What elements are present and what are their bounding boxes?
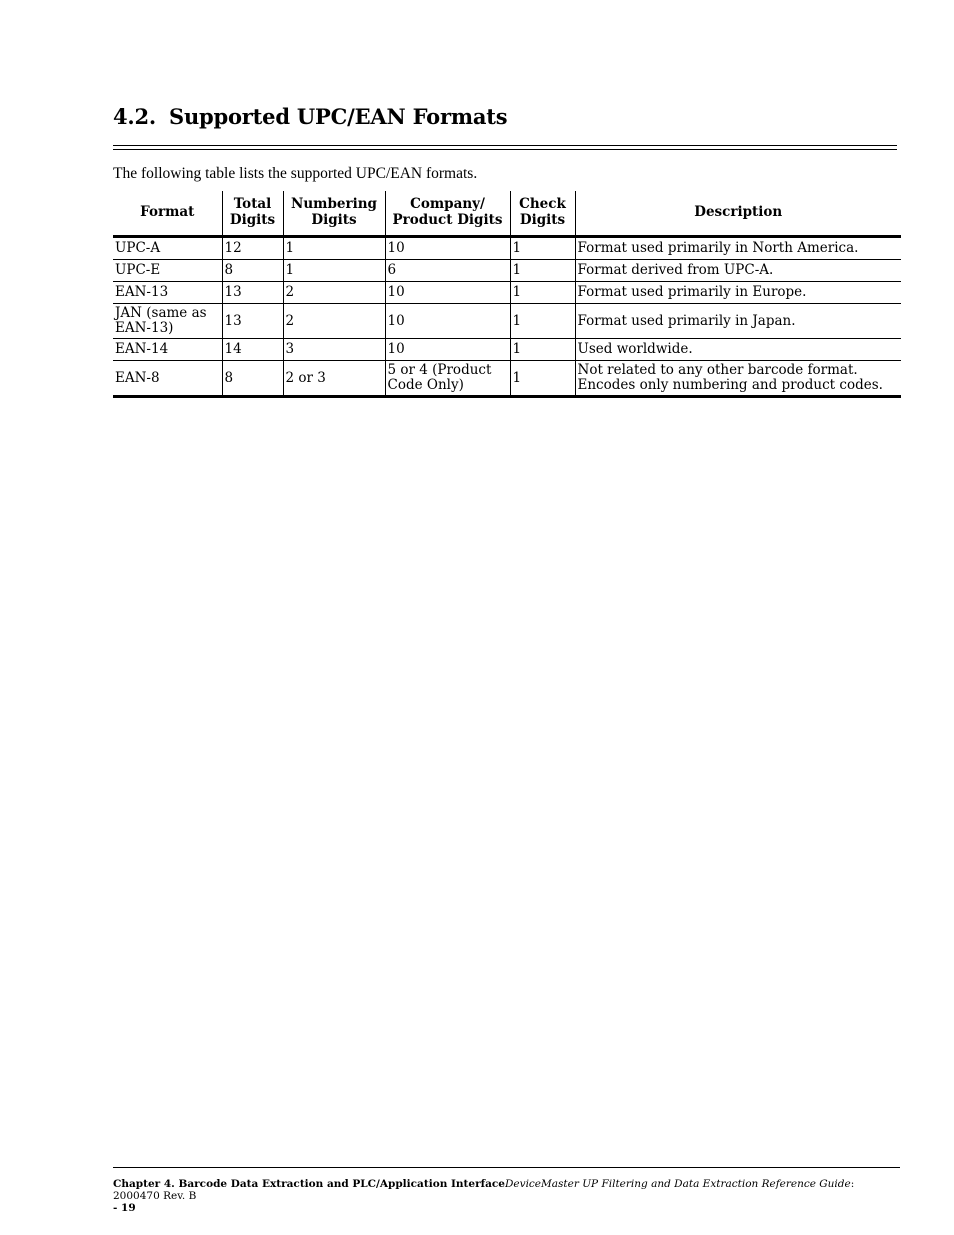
table-header-row: [113, 191, 901, 237]
header-description: Description: [575, 191, 901, 237]
cell-total-digits: 13: [222, 304, 283, 339]
header-company-product-digits: Company/ Product Digits: [385, 191, 510, 237]
cell-check-digits: 1: [510, 260, 575, 282]
section-title: Supported UPC/EAN Formats: [169, 104, 508, 129]
cell-check-digits: 1: [510, 282, 575, 304]
footer-rule: [113, 1167, 900, 1168]
cell-total-digits: 8: [222, 260, 283, 282]
footer-page-number: - 19: [113, 1202, 136, 1214]
cell-format: JAN (same as EAN-13): [113, 304, 222, 339]
cell-description: Format derived from UPC-A.: [575, 260, 901, 282]
section-number: 4.2.: [113, 104, 157, 129]
header-numbering-digits: Numbering Digits: [283, 191, 385, 237]
table-row: [113, 361, 901, 397]
table-row: [113, 237, 901, 260]
cell-numbering-digits: 2: [283, 282, 385, 304]
footer-revision: : 2000470 Rev. B: [113, 1178, 855, 1202]
heading-rule: [113, 145, 897, 146]
header-format: Format: [113, 191, 222, 237]
table-row: [113, 282, 901, 304]
cell-total-digits: 12: [222, 237, 283, 260]
cell-numbering-digits: 1: [283, 237, 385, 260]
cell-format: EAN-13: [113, 282, 222, 304]
cell-format: EAN-14: [113, 339, 222, 361]
cell-description: Not related to any other barcode format. Encodes only numbering and product codes.: [575, 361, 901, 397]
cell-total-digits: 8: [222, 361, 283, 397]
cell-company-product-digits: 6: [385, 260, 510, 282]
cell-format: UPC-E: [113, 260, 222, 282]
cell-description: Used worldwide.: [575, 339, 901, 361]
cell-description: Format used primarily in Japan.: [575, 304, 901, 339]
cell-company-product-digits: 10: [385, 339, 510, 361]
cell-description: Format used primarily in Europe.: [575, 282, 901, 304]
cell-check-digits: 1: [510, 339, 575, 361]
cell-format: EAN-8: [113, 361, 222, 397]
footer-guide-title: DeviceMaster UP Filtering and Data Extraction Reference Guide: [505, 1178, 851, 1190]
cell-company-product-digits: 10: [385, 237, 510, 260]
footer-chapter: Chapter 4. Barcode Data Extraction and PLC/Application Interface: [113, 1178, 505, 1190]
cell-numbering-digits: 1: [283, 260, 385, 282]
table-row: [113, 260, 901, 282]
upc-ean-formats-table: [113, 191, 901, 398]
cell-format: UPC-A: [113, 237, 222, 260]
cell-company-product-digits: 5 or 4 (Product Code Only): [385, 361, 510, 397]
cell-numbering-digits: 2 or 3: [283, 361, 385, 397]
cell-company-product-digits: 10: [385, 304, 510, 339]
header-check-digits: Check Digits: [510, 191, 575, 237]
header-total-digits: Total Digits: [222, 191, 283, 237]
cell-check-digits: 1: [510, 237, 575, 260]
cell-total-digits: 13: [222, 282, 283, 304]
cell-description: Format used primarily in North America.: [575, 237, 901, 260]
table-row: [113, 304, 901, 339]
cell-total-digits: 14: [222, 339, 283, 361]
cell-check-digits: 1: [510, 304, 575, 339]
intro-paragraph: The following table lists the supported UPC/EAN formats.: [113, 165, 478, 182]
page-footer: [113, 1178, 900, 1214]
table-row: [113, 339, 901, 361]
section-heading: [113, 104, 507, 129]
heading-rule: [113, 149, 897, 150]
cell-numbering-digits: 2: [283, 304, 385, 339]
cell-numbering-digits: 3: [283, 339, 385, 361]
cell-company-product-digits: 10: [385, 282, 510, 304]
cell-check-digits: 1: [510, 361, 575, 397]
